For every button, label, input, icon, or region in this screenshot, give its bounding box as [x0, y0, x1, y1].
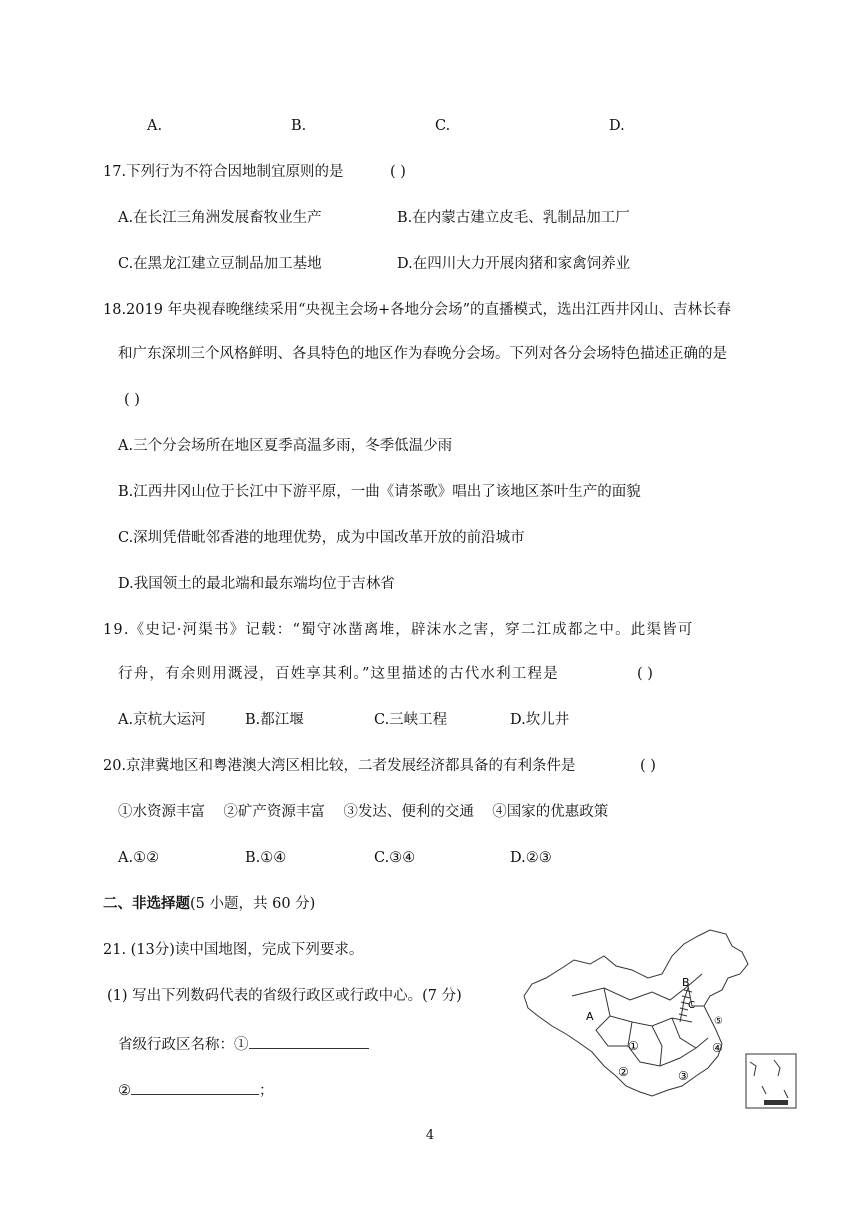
q19-option-c: C.三峡工程: [374, 712, 448, 728]
question-21-sub1: (1) 写出下列数码代表的省级行政区或行政中心。(7 分): [107, 988, 462, 1004]
map-label-b: B: [682, 976, 690, 989]
q18-option-a: A.三个分会场所在地区夏季高温多雨，冬季低温少雨: [118, 438, 453, 454]
blank-2-label: ②: [118, 1083, 131, 1099]
option-c: C.: [435, 118, 451, 134]
map-label-5: ⑤: [714, 1016, 723, 1027]
question-17-paren: ( ): [390, 164, 406, 180]
map-label-a: A: [586, 1010, 594, 1023]
question-19-stem-line1: 19.《史记·河渠书》记载：“蜀守冰凿离堆，辟沫水之害，穿二江成都之中。此渠皆可: [103, 622, 694, 638]
question-20-paren: ( ): [640, 758, 656, 774]
china-map-figure: [512, 926, 798, 1112]
question-18-stem-line2: 和广东深圳三个风格鲜明、各具特色的地区作为春晚分会场。下列对各分会场特色描述正确的是: [118, 346, 727, 362]
question-21-stem: 21. (13分)读中国地图，完成下列要求。: [103, 942, 364, 958]
question-18-paren: ( ): [124, 392, 140, 408]
blank-2-end: ；: [259, 1083, 274, 1099]
q17-option-b: B.在内蒙古建立皮毛、乳制品加工厂: [397, 210, 630, 226]
answer-blank-2[interactable]: [131, 1078, 259, 1095]
question-20-conditions: ①水资源丰富 ②矿产资源丰富 ③发达、便利的交通 ④国家的优惠政策: [118, 804, 609, 820]
map-label-c: C: [688, 1000, 695, 1011]
q19-option-b: B.都江堰: [245, 712, 304, 728]
map-label-1: ①: [628, 1039, 639, 1053]
section-2-title: 二、非选择题: [103, 895, 190, 912]
q19-option-a: A.京杭大运河: [118, 712, 206, 728]
question-19-stem-line2: 行舟，有余则用溉浸，百姓享其利。”这里描述的古代水利工程是: [118, 666, 559, 682]
blank-1-label: 省级行政区名称：①: [118, 1037, 249, 1053]
q17-option-c: C.在黑龙江建立豆制品加工基地: [118, 256, 322, 272]
q17-option-d: D.在四川大力开展肉猪和家禽饲养业: [397, 256, 631, 272]
page-number: 4: [425, 1128, 435, 1143]
q20-option-c: C.③④: [374, 850, 416, 866]
option-d: D.: [609, 118, 625, 134]
q18-option-d: D.我国领土的最北端和最东端均位于吉林省: [118, 576, 395, 592]
q20-option-d: D.②③: [510, 850, 552, 866]
question-21-blank-2: [118, 1078, 274, 1101]
q19-option-d: D.坎儿井: [510, 712, 570, 728]
question-18-stem-line1: 18.2019 年央视春晚继续采用“央视主会场+各地分会场”的直播模式，选出江西井冈山、吉林长春: [103, 302, 732, 318]
map-label-3: ③: [678, 1069, 689, 1083]
section-2-note: (5 小题，共 60 分): [190, 896, 316, 912]
question-17-stem: 17.下列行为不符合因地制宜原则的是: [103, 164, 344, 180]
q20-option-a: A.①②: [118, 850, 160, 866]
south-china-sea-inset: [746, 1054, 796, 1108]
option-a: A.: [147, 118, 163, 134]
answer-blank-1[interactable]: [249, 1032, 369, 1049]
question-19-paren: ( ): [637, 666, 653, 682]
question-21-blank-1: [118, 1032, 369, 1055]
q18-option-b: B.江西井冈山位于长江中下游平原，一曲《请茶歌》唱出了该地区茶叶生产的面貌: [118, 484, 641, 500]
q18-option-c: C.深圳凭借毗邻香港的地理优势，成为中国改革开放的前沿城市: [118, 530, 525, 546]
map-label-2: ②: [618, 1065, 629, 1079]
china-outline: [524, 930, 748, 1096]
option-b: B.: [291, 118, 307, 134]
map-label-4: ④: [712, 1041, 723, 1055]
q17-option-a: A.在长江三角洲发展畜牧业生产: [118, 210, 322, 226]
q20-option-b: B.①④: [245, 850, 287, 866]
section-2-heading: [103, 894, 315, 914]
question-20-stem: 20.京津冀地区和粤港澳大湾区相比较，二者发展经济都具备的有利条件是: [103, 758, 576, 774]
